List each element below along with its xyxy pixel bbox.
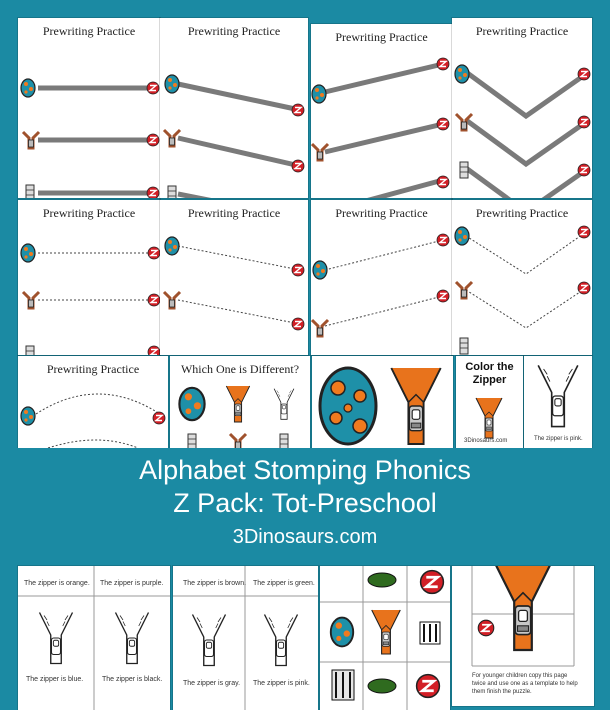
red-z-icon <box>478 620 494 636</box>
prewriting-card-dotted-down <box>160 200 308 355</box>
egg-icon <box>165 237 179 255</box>
zipper-sheet-text: The zipper is blue. <box>26 676 84 683</box>
zipper-icon <box>476 398 502 438</box>
zipper-sheet-text: The zipper is orange. <box>24 580 90 587</box>
zipper-icon <box>40 613 73 664</box>
zebra-icon <box>420 622 440 644</box>
prewriting-card-dotted-up <box>311 200 452 355</box>
card-title: Prewriting Practice <box>42 24 136 38</box>
red-z-icon <box>147 187 159 198</box>
card-title: Which One is Different? <box>180 362 300 376</box>
zipper-icon <box>164 292 180 308</box>
zipper-puzzle-card <box>452 566 594 706</box>
zipper-icon <box>226 386 249 422</box>
egg-icon <box>21 79 35 97</box>
egg-icon <box>21 407 35 425</box>
zipper-icon <box>312 320 328 336</box>
tracing-lines <box>18 356 168 448</box>
tracing-lines <box>311 24 452 198</box>
red-z-icon <box>417 675 440 698</box>
zipper-icon <box>391 368 440 444</box>
zipper-sheet-text: The zipper is black. <box>102 676 163 683</box>
picture-match-grid <box>320 566 450 710</box>
outline-zipper-pink-card <box>524 356 592 448</box>
red-z-icon <box>147 82 159 94</box>
zipper-sheet-text: The zipper is green. <box>253 580 315 587</box>
zipper-icon <box>116 613 149 664</box>
prewriting-card-curve <box>18 356 168 448</box>
prewriting-card-dotted-straight <box>18 200 160 355</box>
tracing-lines <box>452 18 592 198</box>
zipper-icon <box>230 434 246 448</box>
zebra-icon <box>332 670 354 700</box>
red-z-icon <box>292 264 304 276</box>
egg-icon <box>313 261 327 279</box>
match-grid <box>320 566 450 710</box>
red-z-icon <box>578 164 590 176</box>
red-z-icon <box>421 571 444 594</box>
egg-icon <box>331 618 353 647</box>
red-z-icon <box>437 234 449 246</box>
red-z-icon <box>437 58 449 70</box>
card-title: Prewriting Practice <box>42 206 136 220</box>
sheet-grid <box>173 566 318 710</box>
puzzle-note: For younger children copy this page twice and use one as a template to help them finish the puzzle. <box>472 673 578 695</box>
zipper-icon <box>193 615 226 666</box>
zucchini-icon <box>368 679 396 693</box>
big-egg-and-zipper <box>312 356 453 448</box>
zipper-icon <box>280 434 288 448</box>
zipper-icon <box>538 365 578 426</box>
banner-title-line2: Z Pack: Tot-Preschool <box>173 488 437 518</box>
tracing-lines <box>452 200 592 355</box>
color-the-zipper-card <box>456 356 523 448</box>
zipper-icon <box>188 434 196 448</box>
red-z-icon <box>292 104 304 116</box>
egg-icon <box>455 227 469 245</box>
prewriting-card-diagonal-down <box>160 18 308 198</box>
zipper-sheet-text: The zipper is gray. <box>183 680 241 687</box>
prewriting-card-dotted-zigzag <box>452 200 592 355</box>
zipper-icon <box>23 292 39 308</box>
red-z-icon <box>153 412 165 424</box>
zipper-icon <box>26 346 34 355</box>
zipper-icon <box>26 185 34 198</box>
title-banner <box>0 448 610 566</box>
card-title: Prewriting Practice <box>335 30 428 44</box>
red-z-icon <box>147 134 159 146</box>
egg-icon <box>165 75 179 93</box>
zipper-icon <box>274 389 294 420</box>
card-title: Prewriting Practice <box>335 206 428 220</box>
red-z-icon <box>437 118 449 130</box>
prewriting-card-diagonal-up <box>311 24 452 198</box>
card-title: Prewriting Practice <box>475 206 569 220</box>
prewriting-card-straight <box>18 18 160 198</box>
red-z-icon <box>437 176 449 188</box>
zipper-icon <box>460 162 468 178</box>
tracing-lines <box>160 200 308 355</box>
egg-icon <box>21 244 35 262</box>
zipper-icon <box>460 338 468 354</box>
red-z-icon <box>292 160 304 172</box>
card-title: Prewriting Practice <box>475 24 569 38</box>
zipper-icon <box>265 615 298 666</box>
egg-icon <box>179 388 204 420</box>
site-small: 3Dinosaurs.com <box>464 438 508 444</box>
red-z-icon <box>148 346 160 355</box>
which-one-is-different-card <box>170 356 310 448</box>
red-z-icon <box>578 116 590 128</box>
banner-title-line1: Alphabet Stomping Phonics <box>139 455 471 485</box>
egg-icon <box>455 65 469 83</box>
color-the-zipper-title: Color the Zipper <box>465 361 514 386</box>
sheet-grid <box>18 566 170 710</box>
card-title: Prewriting Practice <box>46 362 140 376</box>
red-z-icon <box>437 290 449 302</box>
card-title: Prewriting Practice <box>187 24 281 38</box>
banner-site: 3Dinosaurs.com <box>232 526 378 548</box>
zipper-icon <box>456 282 472 298</box>
big-cards-egg-zipper <box>312 356 453 448</box>
zipper-icon <box>168 186 176 198</box>
zipper-sheet-text: The zipper is pink. <box>534 436 583 442</box>
zipper-icon <box>494 566 551 650</box>
egg-icon <box>320 368 376 444</box>
prewriting-card-zigzag <box>452 18 592 198</box>
red-z-icon <box>292 318 304 330</box>
red-z-icon <box>148 294 160 306</box>
zipper-sheet-text: The zipper is brown. <box>183 580 247 587</box>
zipper-graphic <box>456 356 523 448</box>
tracing-lines <box>160 18 308 198</box>
card-title: Prewriting Practice <box>187 206 281 220</box>
zipper-color-sheet-1 <box>18 566 170 710</box>
zipper-sheet-text: The zipper is purple. <box>100 580 164 587</box>
which-one-grid <box>170 356 310 448</box>
zucchini-icon <box>368 573 396 587</box>
red-z-icon <box>578 226 590 238</box>
red-z-icon <box>578 68 590 80</box>
zipper-icon <box>164 130 180 146</box>
red-z-icon <box>148 247 160 259</box>
zipper-color-sheet-2 <box>173 566 318 710</box>
zipper-graphic <box>524 356 592 448</box>
tracing-lines <box>18 200 160 355</box>
zipper-icon <box>23 132 39 148</box>
tracing-lines <box>311 200 452 355</box>
tracing-lines <box>18 18 160 198</box>
red-z-icon <box>578 282 590 294</box>
egg-icon <box>312 85 326 103</box>
zipper-sheet-text: The zipper is pink. <box>253 680 310 687</box>
zipper-icon <box>372 610 401 654</box>
